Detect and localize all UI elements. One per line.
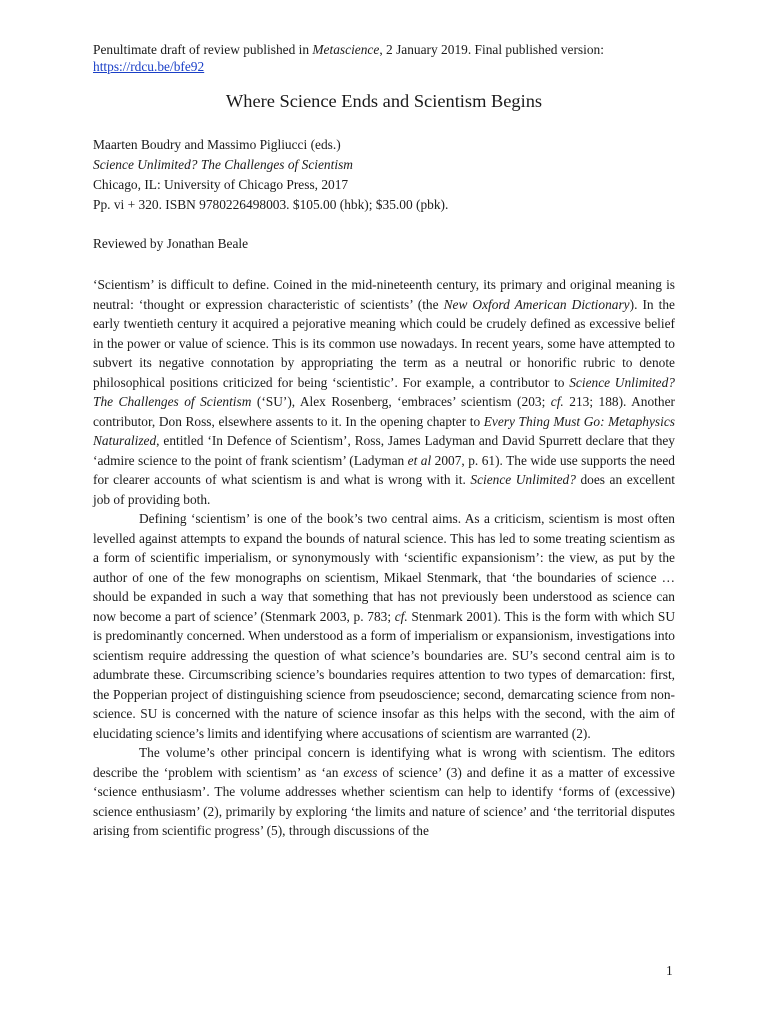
review-body [93, 275, 675, 841]
paragraph-text: Stenmark 2001). This is the form with which SU is predominantly concerned. When understood as a form of imperialism or expansionism, investigations into scientism require addressing the question of what science’s boundaries are. SU’s second central aim is to adumbrate these. Circumscribing science’s boundaries requires attention to two types of demarcation: first, the Popperian project of distinguishing science from pseudoscience; second, demarcating science from non-science. SU is concerned with the nature of science insofar as this helps with the second, with the aim of elucidating science’s limits and identifying where accusations of scientism are warranted (2). [93, 608, 675, 741]
paragraph-text: of science’ (3) and define it as a matter of excessive ‘science enthusiasm’. The volume addresses whether scientism can help to identify ‘forms of (excessive) science enthusiasm’ (2), primarily by exploring ‘the limits and nature of science’ and ‘the territorial disputes arising from scientific progress’ (5), through discussions of the [93, 764, 675, 838]
journal-name: Metascience [312, 42, 380, 57]
published-version-link[interactable]: https://rdcu.be/bfe92 [93, 59, 205, 74]
italic-text: et al [407, 452, 432, 468]
draft-notice-text: Penultimate draft of review published in [93, 42, 313, 57]
book-publisher: Chicago, IL: University of Chicago Press, 2017 [93, 177, 349, 192]
review-title: Where Science Ends and Scientism Begins [225, 91, 543, 111]
reviewer-line: Reviewed by Jonathan Beale [93, 236, 249, 251]
paragraph-text: does an excellent job of providing both. [93, 472, 675, 507]
body-paragraph-2 [93, 509, 675, 743]
book-details: Pp. vi + 320. ISBN 9780226498003. $105.00 (hbk); $35.00 (pbk). [93, 197, 449, 212]
italic-text: cf. [550, 394, 564, 409]
book-editors: Maarten Boudry and Massimo Pigliucci (eds.) [93, 137, 341, 152]
italic-text: excess [343, 764, 378, 780]
paragraph-text: (‘SU’), Alex Rosenberg, ‘embraces’ scientism (203; [251, 394, 551, 409]
paragraph-text: The volume’s other principal concern is identifying what is wrong with scientism. The editors describe the ‘problem with scientism’ as ‘an [93, 745, 675, 780]
body-paragraph-1 [93, 275, 675, 509]
italic-text: Science Unlimited? [470, 472, 576, 487]
draft-notice-date: , 2 January 2019. Final published version: [379, 42, 604, 57]
italic-text: Science Unlimited? The Challenges of Scientism [93, 374, 675, 409]
body-paragraph-3 [93, 743, 675, 841]
italic-text: Every Thing Must Go: Metaphysics Naturalized [93, 413, 675, 448]
italic-text: cf. [394, 608, 408, 624]
book-title: Science Unlimited? The Challenges of Scientism [93, 157, 353, 172]
paragraph-text: 2007, p. 61). The wide use supports the need for clearer accounts of what scientism is and what is wrong with it. [93, 452, 675, 487]
book-citation [93, 135, 683, 215]
paragraph-text: 213; 188). Another contributor, Don Ross, elsewhere assents to it. In the opening chapter to [93, 394, 675, 429]
paragraph-text: , entitled ‘In Defence of Scientism’, Ross, James Ladyman and David Spurrett declare that they ‘admire science to the point of frank scientism’ (Ladyman [93, 433, 675, 468]
paragraph-text: ). In the early twentieth century it acquired a pejorative meaning which could be crudely defined as excessive belief in the power or value of science. This is its common use nowadays. In recent years, some have attempted to subvert its negative connotation by appropriating the term as a neutral or honorific rubric to denote philosophical positions criticized for being ‘scientistic’. For example, a contributor to [93, 296, 675, 390]
paragraph-text: Defining ‘scientism’ is one of the book’s two central aims. As a criticism, scientism is most often levelled against attempts to expand the bounds of natural science. This has led to some treating scientism as a form of scientific imperialism, or synonymously with ‘scientific expansionism’: the view, as put by the author of one of the few monographs on scientism, Mikael Stenmark, that ‘the boundaries of science … should be expanded in such a way that something that has not previously been understood as science can now become a part of science’ (Stenmark 2003, p. 783; [93, 511, 675, 624]
draft-notice [93, 41, 683, 75]
italic-text: New Oxford American Dictionary [443, 296, 630, 312]
page-number: 1 [666, 963, 673, 978]
paragraph-text: ‘Scientism’ is difficult to define. Coined in the mid-nineteenth century, its primary and original meaning is neutral: ‘thought or expression characteristic of scientists’ (the [93, 277, 675, 312]
